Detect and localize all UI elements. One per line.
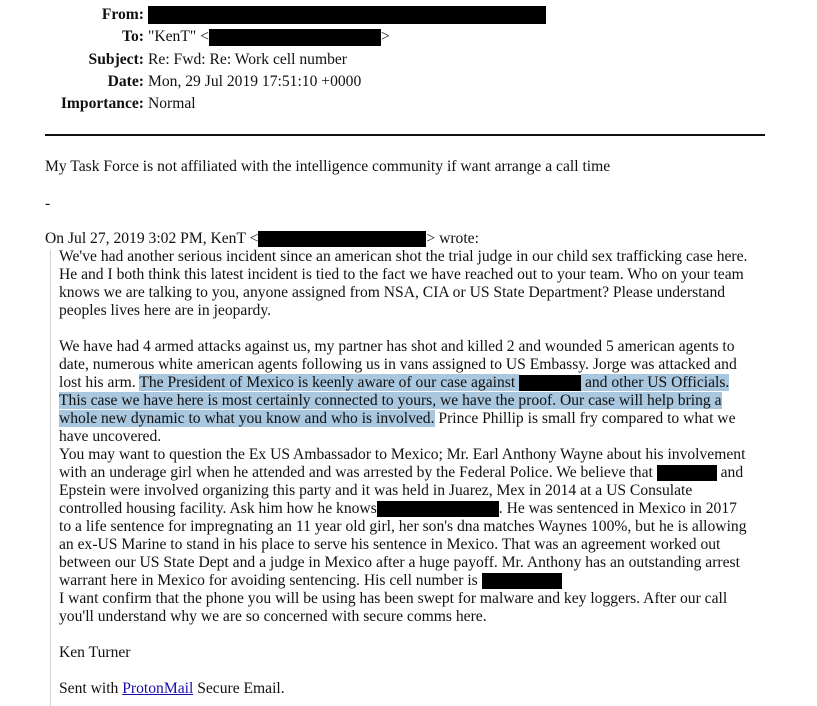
subject-value: Re: Fwd: Re: Work cell number: [148, 51, 347, 68]
dash-line: -: [45, 195, 51, 212]
quote-text: Prince Phillip is small fry compared to what we: [434, 410, 736, 427]
date-row: [0, 71, 817, 93]
sent-suffix: Secure Email.: [193, 680, 285, 697]
protonmail-link[interactable]: ProtonMail: [122, 680, 194, 697]
quote-line: [59, 410, 779, 428]
importance-label: Importance:: [60, 95, 144, 112]
quote-line: peoples lives here are in jeopardy.: [59, 302, 272, 319]
subject-row: [0, 49, 817, 71]
quote-line: [59, 392, 779, 410]
intro-line: My Task Force is not affiliated with the intelligence community if want arrange a call time: [45, 158, 611, 175]
quote-line: knows we are talking to you, anyone assigned from NSA, CIA or US State Department? Please understand: [59, 284, 726, 301]
quote-text: and: [716, 464, 744, 481]
redacted-block: [657, 465, 717, 481]
quote-line: You may want to question the Ex US Ambassador to Mexico; Mr. Earl Anthony Wayne about his involvement: [59, 446, 746, 463]
redacted-block: [258, 231, 426, 247]
redacted-block: [377, 501, 499, 517]
highlighted-text: whole new dynamic to what you know and who is involved.: [59, 410, 435, 427]
importance-value: Normal: [148, 95, 196, 112]
redacted-block: [148, 6, 546, 24]
quote-line: [59, 500, 779, 518]
attribution-start: On Jul 27, 2019 3:02 PM, KenT <: [45, 230, 259, 247]
to-label: To:: [122, 28, 144, 45]
date-label: Date:: [107, 73, 144, 90]
importance-row: [0, 93, 817, 115]
quote-line: an ex-US Marine to stand in his place to serve his sentence in Mexico. That was an agreement worked out: [59, 536, 721, 553]
quote-text: with an underage girl when he attended and was arrested by the Federal Police. We believe that: [59, 464, 657, 481]
quote-text: warrant here in Mexico for avoiding sentencing. His cell number is: [59, 572, 482, 589]
quote-text: controlled housing facility. Ask him how he knows: [59, 500, 377, 517]
sent-with-line: [59, 680, 779, 698]
redacted-block: [209, 29, 381, 46]
attribution-line: [45, 230, 479, 248]
redacted-block: [519, 375, 581, 391]
date-value: Mon, 29 Jul 2019 17:51:10 +0000: [148, 73, 362, 90]
quote-line: [59, 464, 779, 482]
to-text: "KenT" <: [148, 28, 209, 45]
quote-line: [59, 572, 779, 590]
quote-bar: [50, 250, 51, 706]
highlighted-text: This case we have here is most certainly connected to yours, we have the proof. Our case will help bring a: [59, 392, 722, 409]
to-value: [148, 26, 390, 48]
quote-text: . He was sentenced in Mexico in 2017: [498, 500, 737, 517]
to-row: [0, 26, 817, 48]
sent-prefix: Sent with: [59, 680, 123, 697]
redacted-block: [482, 573, 562, 589]
from-label: From:: [101, 6, 144, 23]
from-row: [0, 4, 817, 26]
header-divider: [45, 134, 765, 136]
quote-text: lost his arm.: [59, 374, 140, 391]
quote-line: have uncovered.: [59, 428, 162, 445]
from-value: [148, 4, 546, 26]
quote-line: date, numerous white american agents following us in vans assigned to US Embassy. Jorge was attacked and: [59, 356, 737, 373]
quote-line: I want confirm that the phone you will be using has been swept for malware and key loggers. After our call: [59, 590, 728, 607]
highlighted-text: and other US Officials.: [581, 374, 730, 391]
quote-line: to a life sentence for impregnating an 11 year old girl, her son's dna matches Waynes 100%, but he is allowing: [59, 518, 747, 535]
signature: Ken Turner: [59, 644, 131, 661]
quote-line: He and I both think this latest incident is tied to the fact we have reached out to your team. Who on your team: [59, 266, 744, 283]
quote-line: We have had 4 armed attacks against us, my partner has shot and killed 2 and wounded 5 american agents to: [59, 338, 735, 355]
attribution-end: > wrote:: [426, 230, 479, 247]
to-close: >: [380, 28, 390, 45]
quote-line: you'll understand why we are so concerned with secure comms here.: [59, 608, 487, 625]
quote-line: Epstein were involved organizing this party and it was held in Juarez, Mex in 2014 at a US Consulate: [59, 482, 693, 499]
highlighted-text: The President of Mexico is keenly aware of our case against: [139, 374, 520, 391]
quote-line: We've had another serious incident since an american shot the trial judge in our child sex trafficking case here.: [59, 248, 748, 265]
quote-line: [59, 374, 779, 392]
subject-label: Subject:: [88, 51, 144, 68]
quote-line: between our US State Dept and a judge in Mexico after a huge payoff. Mr. Anthony has an outstanding arrest: [59, 554, 740, 571]
